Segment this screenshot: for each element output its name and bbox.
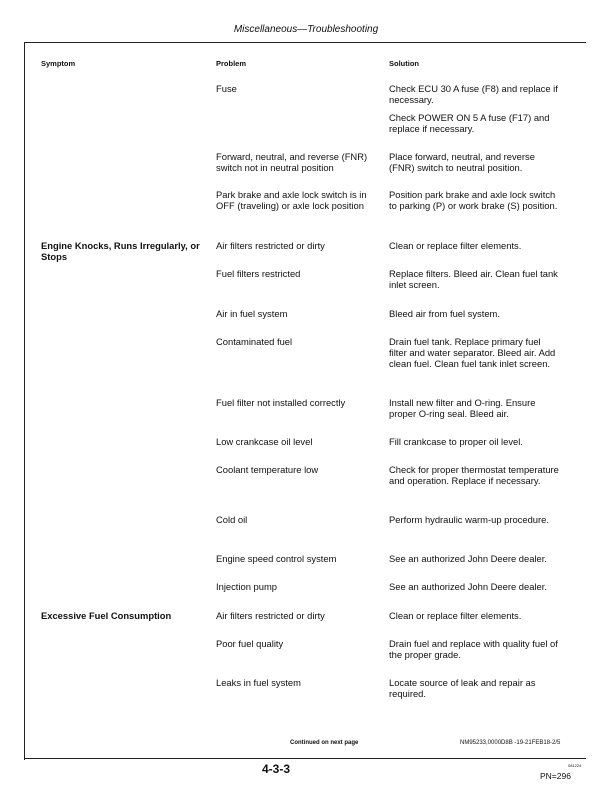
row-solution: Place forward, neutral, and reverse (FNR) switch to neutral position. (389, 151, 535, 173)
header-rule (24, 42, 586, 43)
page-header-title: Miscellaneous—Troubleshooting (233, 24, 379, 35)
column-header-problem: Problem (216, 59, 247, 68)
row-solution: See an authorized John Deere dealer. (389, 553, 547, 564)
row-problem: Fuel filters restricted (216, 268, 301, 279)
row-problem: Forward, neutral, and reverse (FNR) switch not in neutral position (216, 151, 368, 173)
pn-number: PN=296 (540, 771, 571, 781)
print-code: 081224 (568, 763, 582, 768)
document-reference: NM95233,0000D8B -19-21FEB18-2/5 (460, 740, 561, 746)
row-problem: Fuel filter not installed correctly (216, 397, 346, 408)
row-solution: Check POWER ON 5 A fuse (F17) and replace if necessary. (389, 112, 550, 134)
row-symptom: Excessive Fuel Consumption (41, 610, 172, 621)
row-solution: Check for proper thermostat temperature and operation. Replace if necessary. (389, 464, 559, 486)
row-problem: Poor fuel quality (216, 638, 284, 649)
column-header-solution: Solution (389, 59, 419, 68)
row-problem: Air filters restricted or dirty (216, 610, 325, 621)
row-problem: Injection pump (216, 581, 277, 592)
row-solution: Clean or replace filter elements. (389, 610, 522, 621)
row-solution: Clean or replace filter elements. (389, 240, 522, 251)
row-solution: Check ECU 30 A fuse (F8) and replace if necessary. (389, 83, 558, 105)
row-solution: See an authorized John Deere dealer. (389, 581, 547, 592)
continued-note: Continued on next page (290, 740, 359, 746)
row-solution: Drain fuel tank. Replace primary fuel filter and water separator. Bleed air. Add clean fuel. Clean fuel tank inlet screen. (389, 336, 556, 369)
row-problem: Air in fuel system (216, 308, 288, 319)
row-problem: Engine speed control system (216, 553, 337, 564)
row-problem: Cold oil (216, 514, 248, 525)
row-solution: Position park brake and axle lock switch to parking (P) or work brake (S) position. (389, 189, 558, 211)
row-problem: Contaminated fuel (216, 336, 293, 347)
row-solution: Replace filters. Bleed air. Clean fuel tank inlet screen. (389, 268, 558, 290)
row-solution: Locate source of leak and repair as required. (389, 677, 536, 699)
row-problem: Air filters restricted or dirty (216, 240, 325, 251)
footer-rule (24, 758, 586, 759)
row-problem: Fuse (216, 83, 237, 94)
page-number: 4-3-3 (262, 762, 291, 776)
row-solution: Bleed air from fuel system. (389, 308, 500, 319)
row-problem: Low crankcase oil level (216, 436, 313, 447)
row-symptom: Engine Knocks, Runs Irregularly, or Stops (41, 240, 200, 262)
row-solution: Install new filter and O-ring. Ensure proper O-ring seal. Bleed air. (389, 397, 536, 419)
left-margin-rule (24, 42, 25, 760)
row-solution: Fill crankcase to proper oil level. (389, 436, 523, 447)
row-problem: Park brake and axle lock switch is in OFF (traveling) or axle lock position (216, 189, 367, 211)
column-header-symptom: Symptom (41, 59, 76, 68)
row-solution: Drain fuel and replace with quality fuel of the proper grade. (389, 638, 558, 660)
row-solution: Perform hydraulic warm-up procedure. (389, 514, 549, 525)
row-problem: Leaks in fuel system (216, 677, 301, 688)
row-problem: Coolant temperature low (216, 464, 319, 475)
